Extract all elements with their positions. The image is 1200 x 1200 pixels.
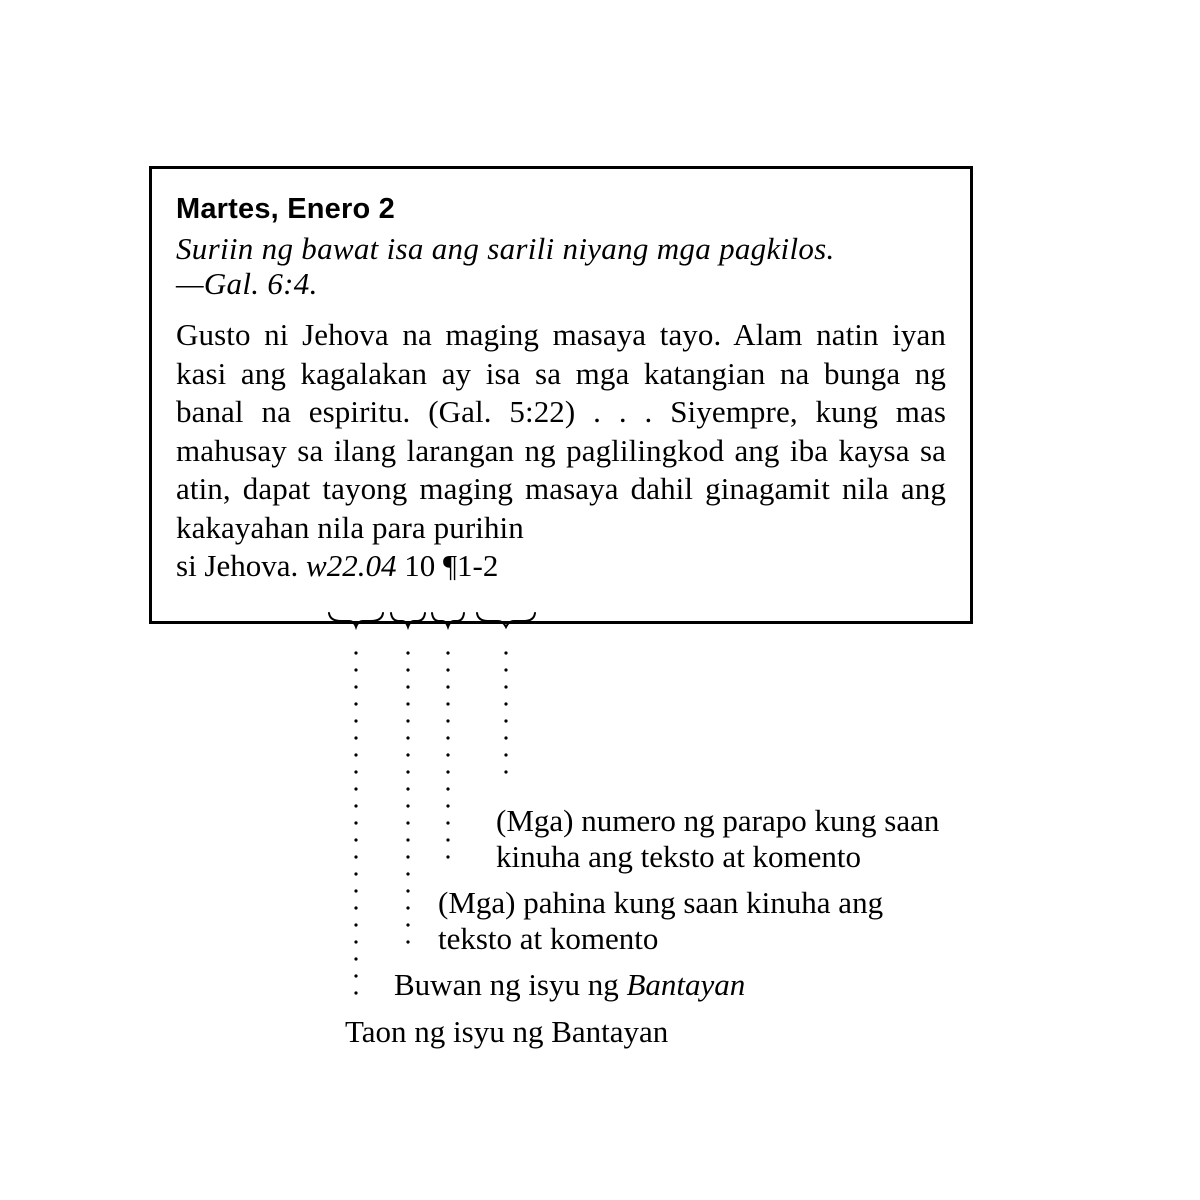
comment-line: iyan kasi ang kagalakan ay isa sa mga katangian na <box>176 317 946 391</box>
label-page-line-2: teksto at komento <box>438 921 659 956</box>
ref-paragraph: ¶1-2 <box>442 548 499 583</box>
label-page-numbers <box>438 885 883 957</box>
ref-month: 04 <box>365 548 397 583</box>
brace-year <box>329 613 383 627</box>
verse-line-1: Suriin ng bawat isa ang sarili niyang mga pagkilos. <box>176 231 835 266</box>
comment-line: bunga ng banal na espiritu. (Gal. 5:22) . . . Siyempre, <box>176 355 947 429</box>
label-paragraph-line-1: (Mga) numero ng parapo kung saan <box>496 803 940 838</box>
label-issue-month <box>394 967 745 1003</box>
comment-line: dahil ginagamit nila ang kakayahan nila para purihin <box>176 471 946 545</box>
label-month-prefix: Buwan ng isyu ng <box>394 967 627 1002</box>
comment-line: kung mas mahusay sa ilang larangan ng paglilingkod <box>176 394 946 468</box>
brace-month <box>391 613 425 627</box>
date-heading: Martes, Enero 2 <box>176 193 395 225</box>
verse-citation: —Gal. 6:4. <box>176 266 318 301</box>
ref-dot: . <box>357 548 366 583</box>
label-paragraph-line-2: kinuha ang teksto at komento <box>496 839 862 874</box>
label-issue-year: Taon ng isyu ng Bantayan <box>345 1014 669 1049</box>
comment-line: Gusto ni Jehova na maging masaya tayo. Alam natin <box>176 317 879 352</box>
ref-year: w22 <box>306 548 358 583</box>
ref-page: 10 <box>404 548 436 583</box>
label-page-line-1: (Mga) pahina kung saan kinuha ang <box>438 885 884 920</box>
brace-page <box>432 613 464 627</box>
label-month-italic: Bantayan <box>626 967 746 1002</box>
brace-paragraph <box>477 613 535 627</box>
label-paragraph-numbers <box>496 803 939 875</box>
comment-last-prefix: si Jehova. <box>176 548 299 583</box>
comment-line: ang iba kaysa sa atin, dapat tayong maging masaya <box>176 432 946 506</box>
